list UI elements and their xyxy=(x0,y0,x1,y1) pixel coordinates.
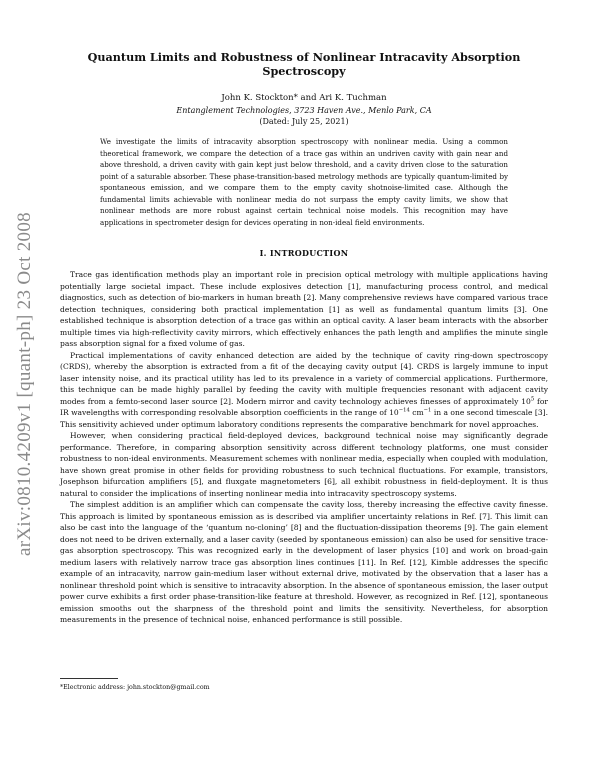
dated-line: (Dated: July 25, 2021) xyxy=(259,117,349,126)
paper-page xyxy=(60,50,548,626)
body-paragraph-1: Trace gas identification methods play an important role in precision optical metrology with multiple applications having potentially large societal impact. These include explosives detection [1], manufacturing process control, and medical diagnostics, such as detection of bio-markers in human breath [2]. Many comprehensive reviews have compared various trace detection techniques, considering both practical implementation [1] as well as fundamental quantum limits [3]. One established technique is absorption detection of a trace gas within an optical cavity. A laser beam interacts with the absorber multiple times via high-reflectivity cavity mirrors, which effectively enhances the path length and amplifies the minute single pass absorption signal for a fixed volume of gas. xyxy=(60,270,548,348)
paragraph-2-text-b: for IR wavelengths with corresponding resolvable absorption coefficients in the range of 10 xyxy=(60,396,548,417)
paper-title: Quantum Limits and Robustness of Nonlinear Intracavity Absorption Spectroscopy xyxy=(87,50,521,78)
body-paragraph-3: However, when considering practical field-deployed devices, background technical noise may significantly degrade performance. Therefore, in comparing absorption sensitivity across different technology platforms, one must consider robustness to non-ideal environments. Measurement schemes with nonlinear media, especially when coupled with modulation, have shown great promise in other fields for providing robustness to such technical fluctuations. For example, transistors, Josephson bifurcation amplifiers [5], and fluxgate magnetometers [6], all exhibit robustness in field-deployment. It is thus natural to consider the implications of inserting nonlinear media into intracavity spectroscopy systems. xyxy=(60,431,548,498)
arxiv-identifier: arXiv:0810.4209v1 [quant-ph] 23 Oct 2008 xyxy=(14,212,35,556)
body-paragraph-2 xyxy=(60,350,548,431)
paragraph-2-text-d: in a one second timescale [3]. This sensitivity achieved under optimum laboratory conditions represents the comparative benchmark for novel approaches. xyxy=(60,408,548,429)
paragraph-2-text-a: Practical implementations of cavity enhanced detection are aided by the technique of cavity ring-down spectroscopy (CRDS), whereby the absorption is extracted from a fit of the decaying cavity output [4]. CRDS is largely immune to input laser intensity noise, and its practical utility has led to its prevalence in a variety of commercial applications. Furthermore, this technique can be made highly parallel by feeding the cavity with multiple frequencies resonant with adjacent cavity modes from a femto-second laser source [2]. Modern mirror and cavity technology achieves finesses of approximately 10 xyxy=(60,350,548,406)
body-paragraph-4: The simplest addition is an amplifier which can compensate the cavity loss, thereby increasing the effective cavity finesse. This approach is limited by spontaneous emission as is described via amplifier uncertainty relations in Ref. [7]. This limit can also be cast into the language of the ‘quantum no-cloning’ [8] and the fluctuation-dissipation theorems [9]. The gain element does not need to be driven externally, and a laser cavity (seeded by spontaneous emission) can also be used for sensitive trace-gas absorption spectroscopy. This was recognized early in the development of laser physics [10] and work on broad-gain medium lasers with relatively narrow trace gas absorption lines continues [11]. In Ref. [12], Kimble addresses the specific example of an intracavity, narrow gain-medium laser without external drive, motivated by the observation that a laser has a nonlinear threshold point which is sensitive to intracavity absorption. In the absence of spontaneous emission, the laser output power curve exhibits a first order phase-transition-like feature at threshold. However, as recognized in Ref. [12], spontaneous emission smooths out the sharpness of the threshold point and limits the sensitivity. Nevertheless, for absorption measurements in the presence of technical noise, enhanced performance is still possible. xyxy=(60,500,548,624)
author-list: John K. Stockton* and Ari K. Tuchman xyxy=(221,93,387,103)
exponent-finesse: 5 xyxy=(530,395,535,402)
exponent-coefficient: −14 xyxy=(398,407,410,414)
footnote-email: *Electronic address: john.stockton@gmail.com xyxy=(60,684,210,691)
abstract: We investigate the limits of intracavity absorption spectroscopy with nonlinear media. Using a common theoretical framework, we compare the detection of a trace gas within an undriven cavity with gain near and above threshold, a driven cavity with gain kept just below threshold, and a cavity driven close to the saturation point of a saturable absorber. These phase-transition-based metrology methods are typically quantum-limited by spontaneous emission, and we compare them to the empty cavity shotnoise-limited case. Although the fundamental limits achievable with nonlinear media do not surpass the empty cavity limits, we show that nonlinear methods are more robust against certain technical noise models. This recognition may have applications in spectrometer design for devices operating in non-ideal field environments. xyxy=(100,137,508,227)
affiliation: Entanglement Technologies, 3723 Haven Ave., Menlo Park, CA xyxy=(176,105,432,115)
section-heading-introduction: I. INTRODUCTION xyxy=(259,248,349,258)
footnote-rule xyxy=(60,678,118,679)
exponent-unit: −1 xyxy=(423,407,432,414)
paragraph-2-text-c: cm xyxy=(409,408,424,417)
